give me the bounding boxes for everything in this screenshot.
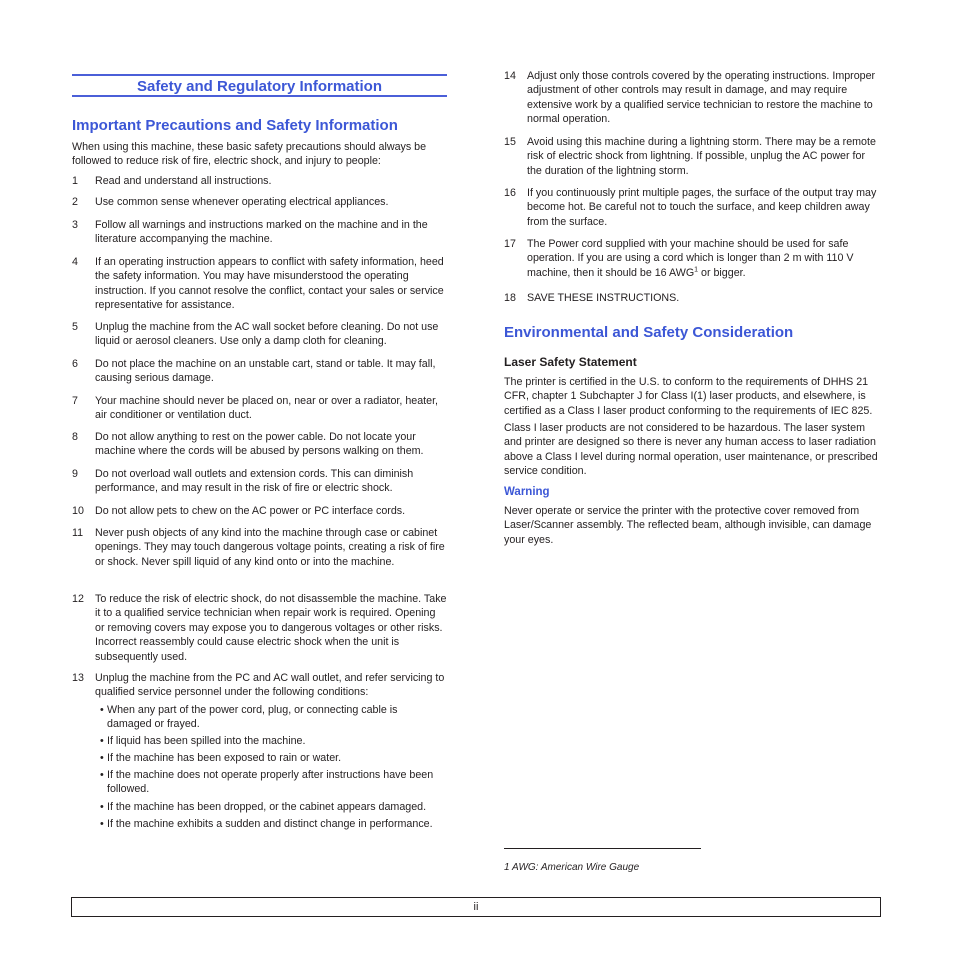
item-number: 17	[504, 238, 516, 250]
item-text: SAVE THESE INSTRUCTIONS.	[527, 292, 680, 304]
item-text: If an operating instruction appears to conflict with safety information, heed the safety information. You may have misunderstood the operating instruction. If you cannot resolve the conflict, contact your sales or service representative for assistance.	[95, 256, 444, 312]
item-text: Do not place the machine on an unstable cart, stand or table. It may fall, causing serious damage.	[95, 358, 436, 385]
item-text: Do not allow anything to rest on the power cable. Do not locate your machine where the cords will be abused by persons walking on them.	[95, 431, 424, 458]
item-number: 7	[72, 395, 78, 407]
item-number: 15	[504, 136, 516, 148]
item-number: 2	[72, 196, 78, 208]
item-number: 16	[504, 187, 516, 199]
item-number: 5	[72, 321, 78, 333]
item-text: Adjust only those controls covered by the operating instructions. Improper adjustment of other controls may result in damage, and may require extensive work by a qualified service technician to restore the machine to normal operation.	[527, 70, 876, 126]
bullet-dot: •	[100, 735, 104, 747]
warning-label: Warning	[504, 486, 550, 498]
footnote-rule	[504, 848, 701, 849]
item-number: 10	[72, 505, 84, 517]
item-text: Follow all warnings and instructions marked on the machine and in the literature accompanying the machine.	[95, 219, 428, 246]
section-title: Safety and Regulatory Information	[136, 78, 383, 95]
item-text: Never push objects of any kind into the machine through case or cabinet openings. They may touch dangerous voltage points, creating a risk of fire or shock. Never spill liquid of any kind onto or into the machine.	[95, 527, 445, 568]
item-text: Use common sense whenever operating electrical appliances.	[95, 196, 389, 208]
item-number: 12	[72, 593, 84, 605]
footnote: 1 AWG: American Wire Gauge	[504, 862, 640, 873]
bullet-text: If the machine has been exposed to rain or water.	[107, 752, 342, 764]
bullet-text: If liquid has been spilled into the machine.	[107, 735, 306, 747]
bullet-dot: •	[100, 818, 104, 830]
item-number: 14	[504, 70, 516, 82]
item-text: Unplug the machine from the AC wall socket before cleaning. Do not use liquid or aerosol cleaners. Use only a damp cloth for cleaning.	[95, 321, 439, 348]
intro-paragraph: When using this machine, these basic safety precautions should always be followed to reduce risk of fire, electric shock, and injury to people:	[72, 141, 427, 168]
bullet-text: If the machine exhibits a sudden and distinct change in performance.	[107, 818, 433, 830]
item-text: Read and understand all instructions.	[95, 175, 272, 187]
item-text-after: or bigger.	[698, 266, 746, 279]
page-number: ii	[473, 901, 479, 913]
item-number: 3	[72, 219, 78, 231]
item-text: Unplug the machine from the PC and AC wall outlet, and refer servicing to qualified service personnel under the following conditions:	[95, 672, 445, 699]
section-title-box	[72, 74, 447, 97]
item-text: Do not overload wall outlets and extension cords. This can diminish performance, and may result in the risk of fire or electric shock.	[95, 468, 414, 495]
bullet-text: If the machine does not operate properly after instructions have been followed.	[107, 769, 434, 796]
footer-box	[71, 897, 881, 917]
bullet-dot: •	[100, 704, 104, 716]
item-number: 8	[72, 431, 78, 443]
item-number: 13	[72, 672, 84, 684]
item-text-before: The Power cord supplied with your machine should be used for safe operation. If you are using a cord which is longer than 2 m with 110 V machine, then it should be 16 AWG	[527, 238, 854, 279]
item-text: If you continuously print multiple pages, the surface of the output tray may become hot. Be careful not to touch the surface, and keep children away from the surface.	[527, 187, 877, 228]
bullet-text: If the machine has been dropped, or the cabinet appears damaged.	[107, 801, 427, 813]
left-heading: Important Precautions and Safety Information	[72, 117, 398, 134]
item-text: To reduce the risk of electric shock, do not disassemble the machine. Take it to a qualified service technician when repair work is required. Opening or removing covers may expose you to dangerous voltages or other risks. Incorrect reassembly could cause electric shock when the unit is subsequently used.	[95, 593, 447, 663]
subheading: Laser Safety Statement	[504, 355, 637, 369]
item-number: 18	[504, 292, 516, 304]
bullet-dot: •	[100, 769, 104, 781]
item-number: 9	[72, 468, 78, 480]
bullet-text: When any part of the power cord, plug, or connecting cable is damaged or frayed.	[107, 704, 398, 731]
item-number: 11	[72, 527, 84, 539]
item-number: 1	[72, 175, 78, 187]
item-number: 4	[72, 256, 78, 268]
item-text: Your machine should never be placed on, near or over a radiator, heater, air conditioner or ventilation duct.	[95, 395, 439, 422]
item-text: Do not allow pets to chew on the AC power or PC interface cords.	[95, 505, 406, 517]
bullet-dot: •	[100, 801, 104, 813]
laser-paragraph-1: The printer is certified in the U.S. to conform to the requirements of DHHS 21 CFR, chapter 1 Subchapter J for Class I(1) laser products, and elsewhere, is certified as a Class I laser product conforming to the requirements of IEC 825.	[504, 376, 873, 417]
item-text: Avoid using this machine during a lightning storm. There may be a remote risk of electric shock from lightning. If possible, unplug the AC power for the duration of the lightning storm.	[527, 136, 876, 177]
laser-paragraph-2: Class I laser products are not considered to be hazardous. The laser system and printer are designed so there is never any human access to laser radiation above a Class I level during normal operation, user maintenance, or prescribed service condition.	[504, 422, 878, 478]
bullet-dot: •	[100, 752, 104, 764]
item-text	[527, 237, 880, 280]
warning-text: Never operate or service the printer with the protective cover removed from Laser/Scanner assembly. The reflected beam, although invisible, can damage your eyes.	[504, 505, 872, 546]
footnote-ref[interactable]: 1	[694, 266, 699, 274]
right-heading: Environmental and Safety Consideration	[504, 324, 794, 341]
item-number: 6	[72, 358, 78, 370]
